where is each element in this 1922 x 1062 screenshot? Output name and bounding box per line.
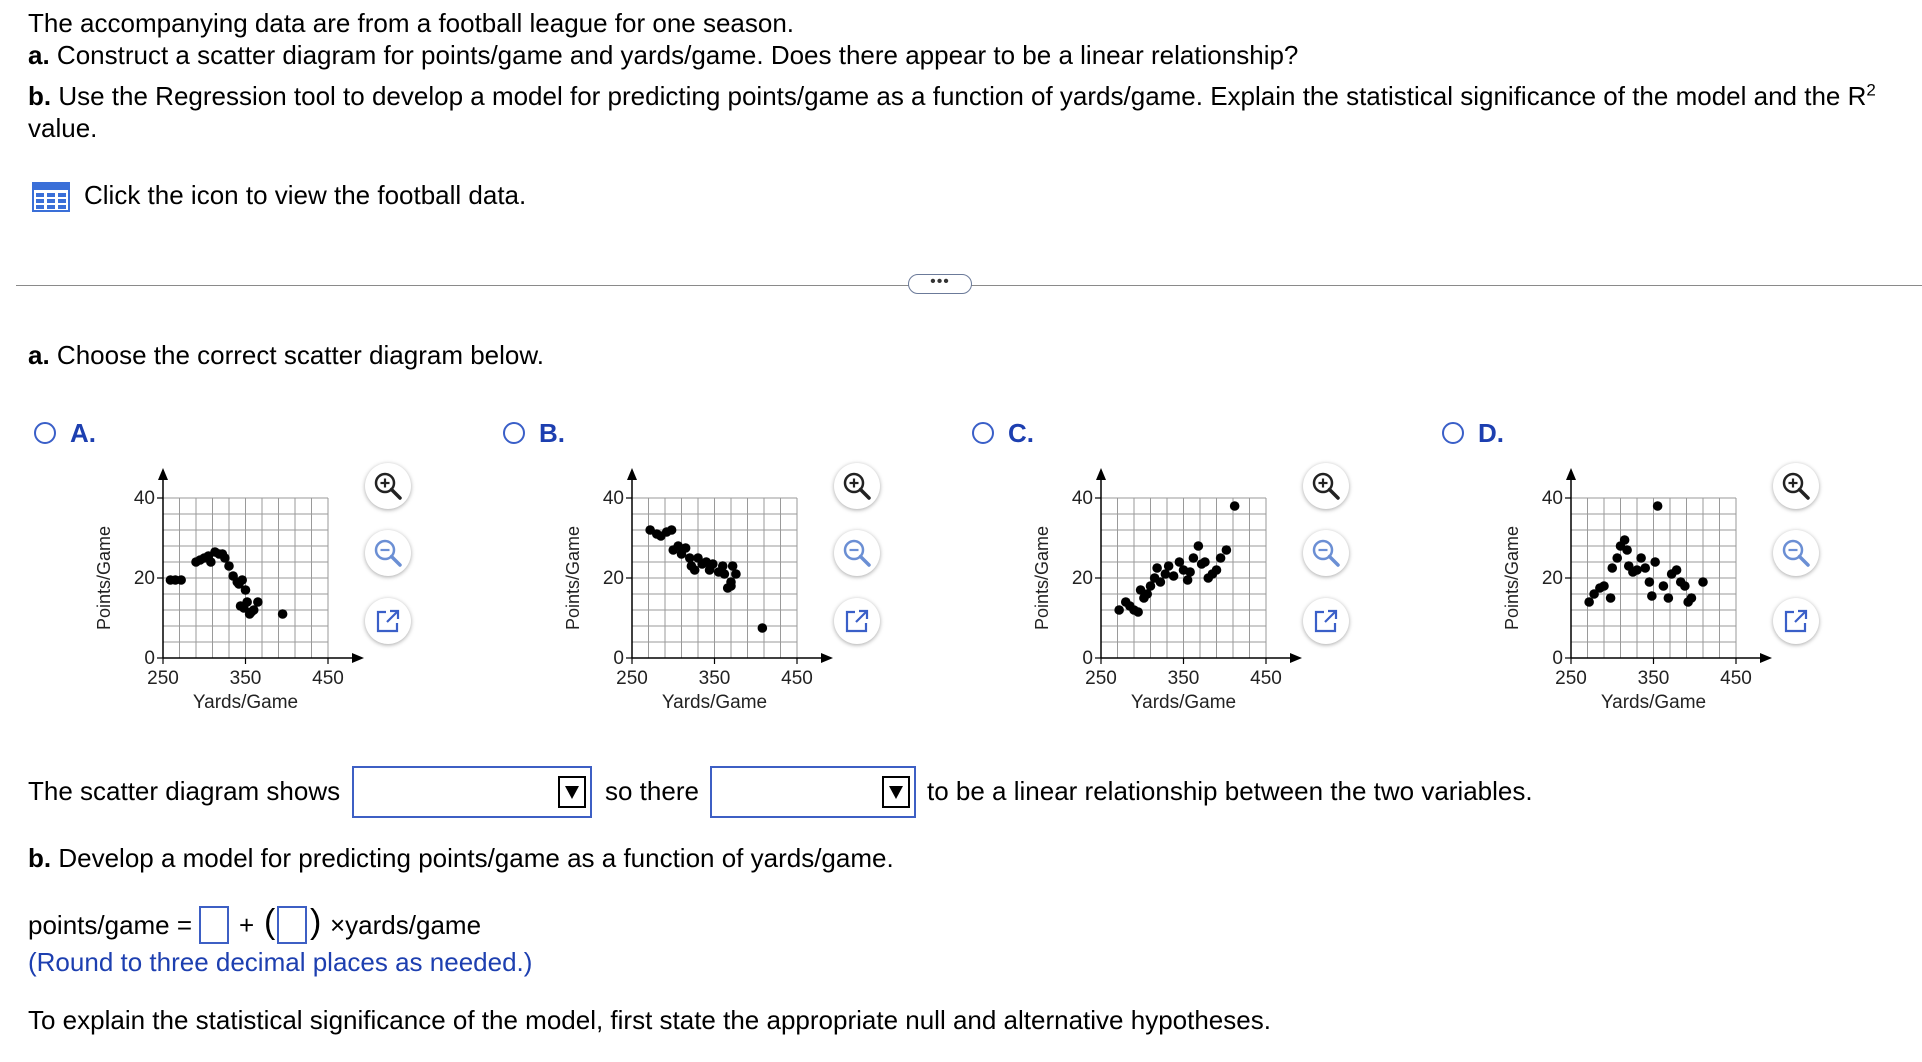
zoom-out-icon[interactable] xyxy=(1773,530,1819,576)
part-b-prompt xyxy=(28,843,894,874)
option-label[interactable]: A. xyxy=(70,418,96,448)
data-point xyxy=(667,525,677,535)
data-point xyxy=(237,575,247,585)
open-new-window-icon[interactable] xyxy=(834,598,880,644)
question-part-b-cont: value. xyxy=(28,113,98,143)
data-point xyxy=(1607,563,1617,573)
appear-dropdown[interactable] xyxy=(710,766,916,818)
y-tick-label: 0 xyxy=(613,648,624,669)
equation-times-yards: ×yards/game xyxy=(330,910,482,940)
x-tick-label: 350 xyxy=(698,668,731,689)
data-point xyxy=(1194,541,1204,551)
equation-close-paren: ) xyxy=(310,903,322,941)
data-point xyxy=(1169,571,1179,581)
sentence-suffix: to be a linear relationship between the two variables. xyxy=(927,776,1533,806)
scatter-chart xyxy=(1028,460,1308,720)
scatter-chart xyxy=(90,460,370,720)
y-tick-label: 20 xyxy=(133,568,155,589)
x-axis-label: Yards/Game xyxy=(1130,692,1237,713)
data-point xyxy=(1189,553,1199,563)
round-hint: (Round to three decimal places as needed.) xyxy=(28,947,533,977)
y-tick-label: 20 xyxy=(602,568,624,589)
y-tick-label: 20 xyxy=(1071,568,1093,589)
x-axis-label: Yards/Game xyxy=(192,692,299,713)
data-point xyxy=(278,609,288,619)
data-point xyxy=(1698,577,1708,587)
y-tick-label: 0 xyxy=(144,648,155,669)
data-point xyxy=(241,585,251,595)
part-a-label: a. xyxy=(28,340,50,370)
r-squared-sup: 2 xyxy=(1866,80,1876,100)
data-point xyxy=(1632,565,1642,575)
data-point xyxy=(1222,545,1232,555)
option-radio[interactable] xyxy=(1442,422,1464,444)
data-point xyxy=(1653,501,1663,511)
x-axis-label: Yards/Game xyxy=(661,692,768,713)
zoom-out-icon[interactable] xyxy=(365,530,411,576)
data-point xyxy=(1659,581,1669,591)
option-label[interactable]: C. xyxy=(1008,418,1034,448)
data-point xyxy=(731,569,741,579)
data-table-icon[interactable] xyxy=(32,182,70,212)
data-point xyxy=(1622,545,1632,555)
zoom-out-icon[interactable] xyxy=(834,530,880,576)
x-tick-label: 250 xyxy=(147,668,179,689)
open-new-window-icon[interactable] xyxy=(365,598,411,644)
data-point xyxy=(242,597,252,607)
zoom-in-icon[interactable] xyxy=(1773,463,1819,509)
data-point xyxy=(681,543,691,553)
question-part-b xyxy=(28,81,1876,112)
sentence-prefix: The scatter diagram shows xyxy=(28,776,341,806)
question-part-a-text: Construct a scatter diagram for points/game and yards/game. Does there appear to be a linear relationship? xyxy=(56,40,1299,70)
y-axis-arrow xyxy=(1566,468,1576,480)
part-a-prompt xyxy=(28,340,544,371)
data-point xyxy=(1185,567,1195,577)
data-point xyxy=(206,557,216,567)
y-axis-arrow xyxy=(627,468,637,480)
data-point xyxy=(253,597,263,607)
part-b-label: b. xyxy=(28,843,52,873)
data-point xyxy=(1612,553,1622,563)
x-tick-label: 250 xyxy=(1555,668,1587,689)
data-point xyxy=(176,575,186,585)
intercept-input[interactable] xyxy=(199,906,229,944)
data-point xyxy=(1216,553,1226,563)
equation-left: points/game = xyxy=(28,910,193,940)
chevron-down-icon[interactable] xyxy=(882,776,910,808)
shows-dropdown[interactable] xyxy=(352,766,592,818)
chevron-down-icon[interactable] xyxy=(558,776,586,808)
y-axis-arrow xyxy=(158,468,168,480)
x-axis-arrow xyxy=(821,653,833,663)
option-label[interactable]: D. xyxy=(1478,418,1504,448)
data-link-text[interactable]: Click the icon to view the football data. xyxy=(84,180,527,210)
open-new-window-icon[interactable] xyxy=(1303,598,1349,644)
part-a-text: Choose the correct scatter diagram below. xyxy=(56,340,544,370)
part-b-text: Develop a model for predicting points/game as a function of yards/game. xyxy=(58,843,894,873)
data-point xyxy=(1212,565,1222,575)
x-tick-label: 450 xyxy=(1720,668,1752,689)
data-point xyxy=(1664,593,1674,603)
y-tick-label: 0 xyxy=(1082,648,1093,669)
zoom-in-icon[interactable] xyxy=(365,463,411,509)
x-axis-arrow xyxy=(1760,653,1772,663)
equation-open-paren: ( xyxy=(264,903,276,941)
data-point xyxy=(1114,605,1124,615)
data-point xyxy=(1672,565,1682,575)
x-tick-label: 350 xyxy=(229,668,262,689)
data-point xyxy=(1200,557,1210,567)
data-point xyxy=(758,623,768,633)
zoom-in-icon[interactable] xyxy=(1303,463,1349,509)
data-point xyxy=(708,559,718,569)
scatter-chart xyxy=(1498,460,1778,720)
y-axis-label: Points/Game xyxy=(1032,525,1052,631)
option-label[interactable]: B. xyxy=(539,418,565,448)
x-tick-label: 250 xyxy=(1085,668,1117,689)
data-point xyxy=(1620,535,1630,545)
option-radio[interactable] xyxy=(972,422,994,444)
y-tick-label: 0 xyxy=(1552,648,1563,669)
y-tick-label: 40 xyxy=(1541,488,1563,509)
data-point xyxy=(1584,597,1594,607)
data-point xyxy=(1636,553,1646,563)
y-tick-label: 20 xyxy=(1541,568,1563,589)
y-tick-label: 40 xyxy=(1071,488,1093,509)
data-point xyxy=(685,553,695,563)
x-tick-label: 450 xyxy=(312,668,344,689)
equation-plus: + xyxy=(239,910,255,940)
question-part-a xyxy=(28,40,1298,71)
data-point xyxy=(1133,607,1143,617)
question-part-b-label: b. xyxy=(28,81,52,111)
data-point xyxy=(1650,557,1660,567)
data-point xyxy=(224,561,234,571)
x-tick-label: 350 xyxy=(1167,668,1200,689)
data-point xyxy=(720,569,730,579)
data-point xyxy=(1647,591,1657,601)
x-tick-label: 450 xyxy=(1250,668,1282,689)
zoom-out-icon[interactable] xyxy=(1303,530,1349,576)
data-point xyxy=(1152,563,1162,573)
x-tick-label: 350 xyxy=(1637,668,1670,689)
open-new-window-icon[interactable] xyxy=(1773,598,1819,644)
data-point xyxy=(1156,577,1166,587)
x-axis-arrow xyxy=(352,653,364,663)
y-tick-label: 40 xyxy=(602,488,624,509)
slope-input[interactable] xyxy=(277,906,307,944)
option-radio[interactable] xyxy=(34,422,56,444)
sentence-middle: so there xyxy=(605,776,699,806)
scatter-chart xyxy=(559,460,839,720)
data-point xyxy=(246,607,256,617)
y-tick-label: 40 xyxy=(133,488,155,509)
data-point xyxy=(726,581,736,591)
data-point xyxy=(1680,581,1690,591)
option-radio[interactable] xyxy=(503,422,525,444)
data-point xyxy=(1645,577,1655,587)
data-point xyxy=(1640,563,1650,573)
data-point xyxy=(1164,561,1174,571)
y-axis-label: Points/Game xyxy=(94,525,114,631)
x-axis-arrow xyxy=(1290,653,1302,663)
zoom-in-icon[interactable] xyxy=(834,463,880,509)
x-tick-label: 250 xyxy=(616,668,648,689)
question-part-a-label: a. xyxy=(28,40,50,70)
data-point xyxy=(1230,501,1240,511)
data-point xyxy=(690,565,700,575)
y-axis-arrow xyxy=(1096,468,1106,480)
data-point xyxy=(1599,581,1609,591)
data-point xyxy=(718,561,728,571)
x-axis-label: Yards/Game xyxy=(1600,692,1707,713)
question-intro: The accompanying data are from a football league for one season. xyxy=(28,8,795,38)
hypothesis-prompt: To explain the statistical significance of the model, first state the appropriate null and alternative hypotheses. xyxy=(28,1005,1271,1035)
y-axis-label: Points/Game xyxy=(1502,525,1522,631)
question-part-b-text: Use the Regression tool to develop a model for predicting points/game as a function of yards/game. Explain the statistical significance of the model and the R xyxy=(58,81,1867,111)
data-point xyxy=(1687,593,1697,603)
x-tick-label: 450 xyxy=(781,668,813,689)
data-point xyxy=(1606,593,1616,603)
y-axis-label: Points/Game xyxy=(563,525,583,631)
expand-more-button[interactable]: ••• xyxy=(908,274,972,294)
